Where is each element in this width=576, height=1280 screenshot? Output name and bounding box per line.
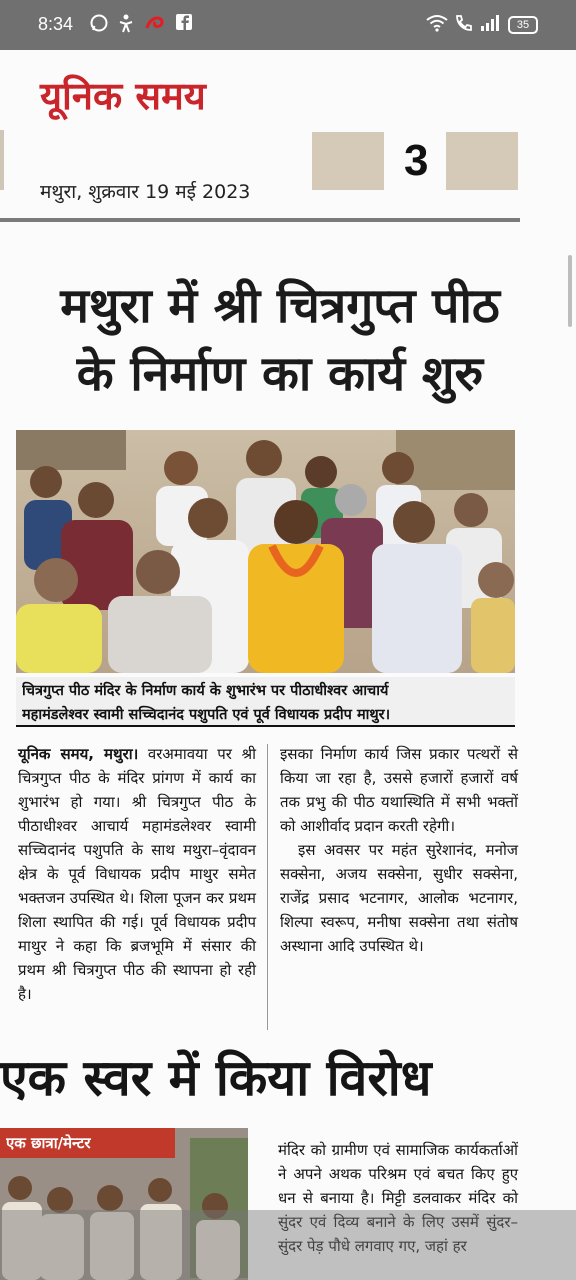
masthead-block-right — [446, 132, 518, 190]
article-paragraph-2: इस अवसर पर महंत सुरेशानंद, मनोज सक्सेना, अजय सक्सेना, सुधीर सक्सेना, राजेंद्र प्रसाद भटनागर, आलोक भटनागर, शिल्पा स्वरूप, मनीषा सक्सेना तथा संतोष अस्थाना आदि उपस्थित थे। — [280, 841, 518, 955]
accessibility-icon — [118, 14, 134, 39]
masthead-block-left — [312, 132, 384, 190]
protest-banner-text: एक छात्रा/मेन्टर — [6, 1134, 91, 1152]
article-column-right — [280, 742, 518, 958]
page-number: 3 — [404, 136, 429, 185]
column-divider — [267, 744, 268, 1030]
newspaper-masthead: यूनिक समय — [40, 74, 206, 118]
group-photo — [16, 430, 515, 673]
article-column-left — [18, 742, 256, 1006]
second-article-text: मंदिर को ग्रामीण एवं सामाजिक कार्यकर्ताओं ने अपने अथक परिश्रम एवं बचत किए हुए धन से बनाया है। मिट्टी डलवाकर मंदिर को सुंदर एवं दिव्य बनाने के लिए उसमें सुंदर– सुंदर पेड़ पौधे लगवाए गए, जहां हर — [278, 1141, 518, 1255]
article-paragraph-1: इसका निर्माण कार्य जिस प्रकार पत्थरों से किया जा रहा है, उससे हजारों हजारों वर्ष तक प्रभु की पीठ यथास्थिति में सभी भक्तों को आशीर्वाद प्रदान करती रहेगी। — [280, 745, 518, 835]
battery-indicator: 35 — [508, 16, 538, 34]
status-time: 8:34 — [38, 14, 74, 34]
second-article-headline: एक स्वर में किया विरोध — [0, 1049, 432, 1107]
caption-line-2: महामंडलेश्वर स्वामी सच्चिदानंद पशुपति एवं पूर्व विधायक प्रदीप माथुर। — [22, 707, 391, 723]
page-edge-mark — [0, 130, 4, 190]
article-headline — [20, 272, 540, 408]
wifi-icon — [426, 14, 448, 37]
bottom-overlay — [0, 1210, 576, 1280]
article-paragraph — [18, 742, 256, 1006]
newspaper-dateline: मथुरा, शुक्रवार 19 मई 2023 — [40, 181, 251, 203]
headline-line-2: के निर्माण का कार्य शुरु — [76, 346, 484, 402]
airtel-icon — [144, 14, 166, 37]
volte-call-icon — [454, 14, 474, 37]
headline-line-1: मथुरा में श्री चित्रगुप्त पीठ — [60, 278, 500, 334]
scrollbar-thumb[interactable] — [568, 255, 572, 327]
article-text-left: वरअमावया पर श्री चित्रगुप्त पीठ के मंदिर प्रांगण में कार्य का शुभारंभ हो गया। श्री चित्रगुप्त पीठ के पीठाधीश्वर आचार्य महामंडलेश्वर स्वामी सच्चिदानंद पशुपति के साथ मथुरा–वृंदावन क्षेत्र के पूर्व विधायक प्रदीप माथुर समेत भक्तजन उपस्थित थे। शिला पूजन कर प्रथम शिला स्थापित की गई। पूर्व विधायक प्रदीप माथुर ने कहा कि ब्रजभूमि में संसार की प्रथम श्री चित्रगुप्त पीठ की स्थापना हो रही है। — [18, 745, 256, 1003]
facebook-icon — [176, 14, 192, 35]
masthead-rule — [0, 218, 520, 222]
photo-caption — [16, 677, 515, 727]
status-bar — [0, 0, 576, 50]
caption-line-1: चित्रगुप्त पीठ मंदिर के निर्माण कार्य के शुभारंभ पर पीठाधीश्वर आचार्य — [22, 683, 389, 699]
article-byline: यूनिक समय, मथुरा। — [18, 745, 139, 763]
whatsapp-icon — [90, 14, 108, 37]
signal-icon — [480, 14, 502, 37]
